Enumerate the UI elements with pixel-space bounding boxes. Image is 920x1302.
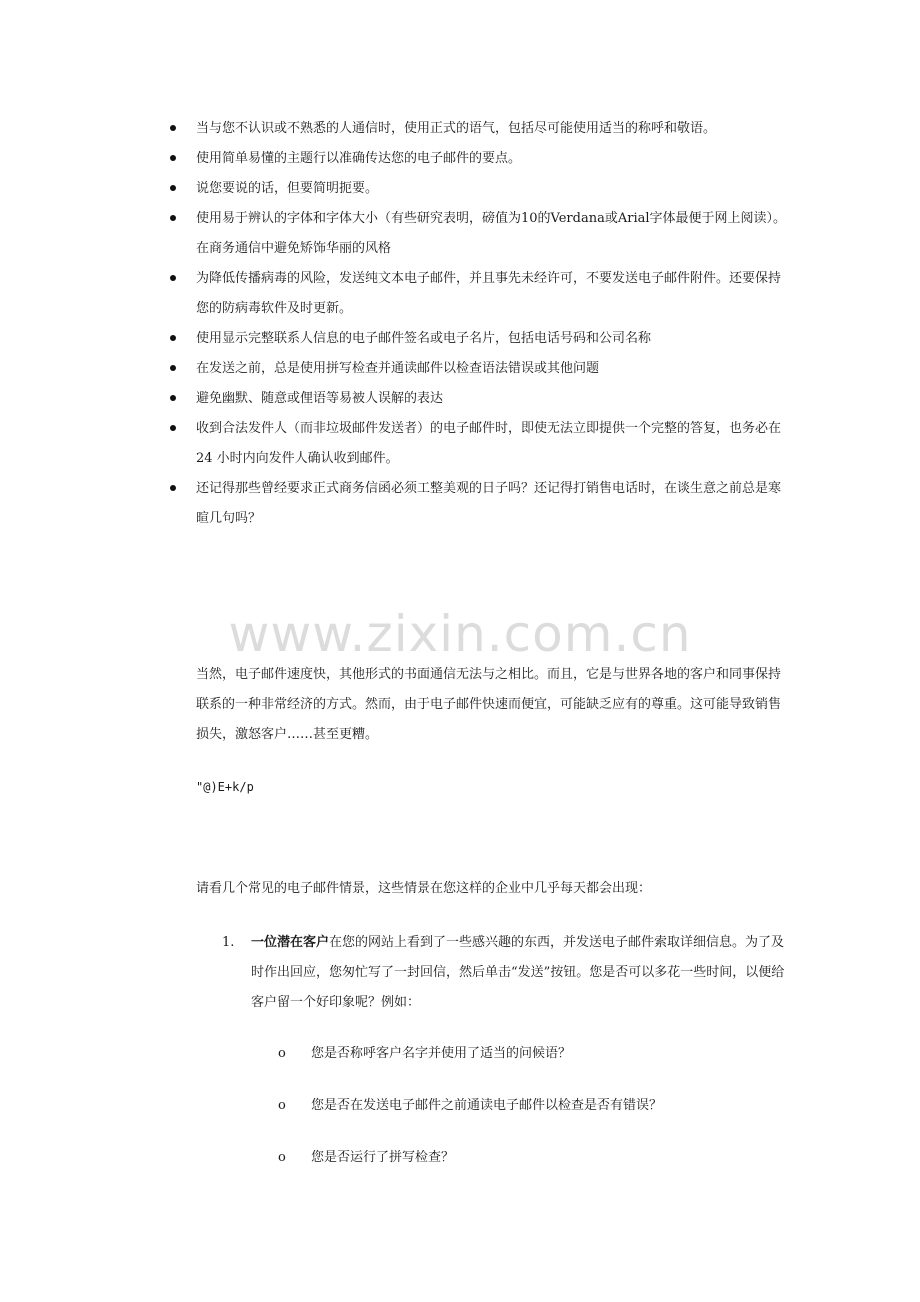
- watermark: www.zixin.com.cn: [228, 605, 692, 663]
- bullet-item: 避免幽默、随意或俚语等易被人误解的表达: [168, 384, 788, 414]
- bullet-item: 在发送之前，总是使用拼写检查并通读邮件以检查语法错误或其他问题: [168, 354, 788, 384]
- sub-list-text: 您是否运行了拼写检查？: [311, 1150, 455, 1165]
- list-item-text: 在您的网站上看到了一些感兴趣的东西，并发送电子邮件索取详细信息。为了及时作出回应，您匆忙写了一封回信，然后单击“发送”按钮。您是否可以多花一些时间，以便给客户留一个好印象呢？例如：: [251, 935, 785, 1010]
- list-item-body: [251, 928, 788, 1018]
- bullet-item: 收到合法发件人（而非垃圾邮件发送者）的电子邮件时，即使无法立即提供一个完整的答复，也务必在 24 小时内向发件人确认收到邮件。: [168, 414, 788, 474]
- sub-list-marker: o: [278, 1046, 286, 1061]
- bullet-item: 当与您不认识或不熟悉的人通信时，使用正式的语气，包括尽可能使用适当的称呼和敬语。: [168, 114, 788, 144]
- sub-list-item: [278, 1143, 778, 1173]
- bullet-item: 还记得那些曾经要求正式商务信函必须工整美观的日子吗？还记得打销售电话时，在谈生意之前总是寒暄几句吗？: [168, 474, 788, 534]
- bullet-item: 为降低传播病毒的风险，发送纯文本电子邮件，并且事先未经许可，不要发送电子邮件附件。还要保持您的防病毒软件及时更新。: [168, 264, 788, 324]
- list-number: 1.: [222, 935, 235, 950]
- scenario-intro-paragraph: 请看几个常见的电子邮件情景，这些情景在您这样的企业中几乎每天都会出现：: [196, 881, 652, 896]
- etiquette-bullet-list: [168, 114, 788, 534]
- list-item-bold-lead: 一位潜在客户: [251, 935, 330, 950]
- email-speed-paragraph: 当然，电子邮件速度快，其他形式的书面通信无法与之相比。而且，它是与世界各地的客户和同事保持联系的一种非常经济的方式。然而，由于电子邮件快速而便宜，可能缺乏应有的尊重。这可能导致销售损失，激怒客户……甚至更糟。: [196, 667, 782, 742]
- sub-list-marker: o: [278, 1098, 286, 1113]
- bullet-item: 使用显示完整联系人信息的电子邮件签名或电子名片，包括电话号码和公司名称: [168, 324, 788, 354]
- garbled-text: "@)E+k/p: [196, 780, 254, 794]
- sub-list-text: 您是否在发送电子邮件之前通读电子邮件以检查是否有错误？: [311, 1098, 663, 1113]
- bullet-item: 说您要说的话，但要简明扼要。: [168, 174, 788, 204]
- sub-list-item: [278, 1039, 778, 1069]
- sub-list-item: [278, 1091, 778, 1121]
- bullet-item: 使用易于辨认的字体和字体大小（有些研究表明，磅值为10的Verdana或Arial字体最便于网上阅读）。在商务通信中避免矫饰华丽的风格: [168, 204, 788, 264]
- numbered-list-item: [222, 928, 788, 1018]
- sub-list-marker: o: [278, 1150, 286, 1165]
- sub-list-text: 您是否称呼客户名字并使用了适当的问候语？: [311, 1046, 572, 1061]
- bullet-item: 使用简单易懂的主题行以准确传达您的电子邮件的要点。: [168, 144, 788, 174]
